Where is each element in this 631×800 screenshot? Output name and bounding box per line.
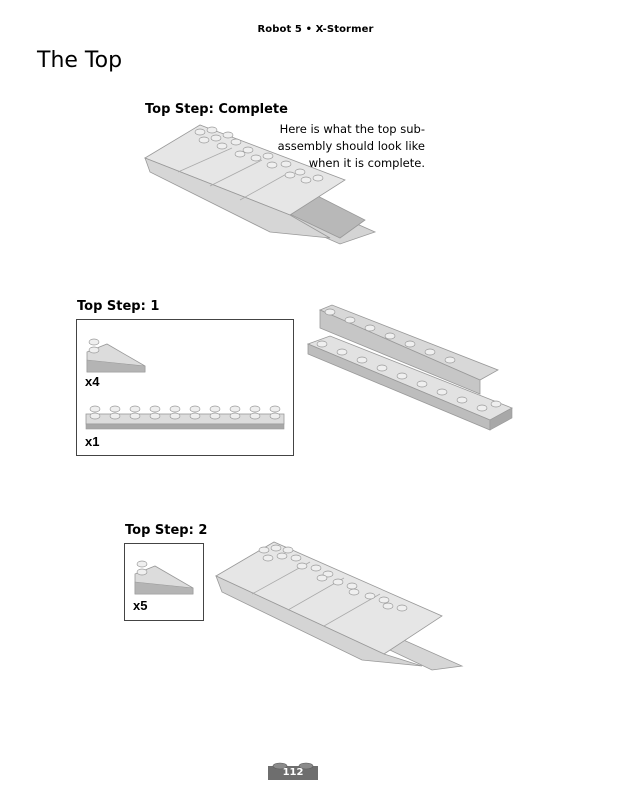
step2-parts-box [124, 543, 204, 621]
step2-part1-quantity: x5 [133, 598, 148, 613]
step2-label: Top Step: 2 [125, 523, 208, 538]
complete-step-label: Top Step: Complete [145, 102, 288, 117]
step2-assembly-illustration [212, 536, 467, 671]
step1-parts-box [76, 319, 294, 456]
running-header: Robot 5 • X-Stormer [257, 24, 374, 35]
slope-brick-icon [85, 330, 147, 374]
step1-assembly-illustration [300, 300, 518, 445]
step1-label: Top Step: 1 [77, 299, 160, 314]
step1-part2-quantity: x1 [85, 434, 100, 449]
page-title: The Top [37, 48, 123, 73]
complete-assembly-illustration [140, 120, 380, 250]
complete-description: Here is what the top sub-assembly should look like when it is complete. [277, 122, 425, 170]
plate-1x10-icon [86, 400, 286, 432]
step1-part1-quantity: x4 [85, 374, 100, 389]
slope-brick-icon [133, 552, 195, 596]
page-number: 112 [282, 767, 304, 778]
